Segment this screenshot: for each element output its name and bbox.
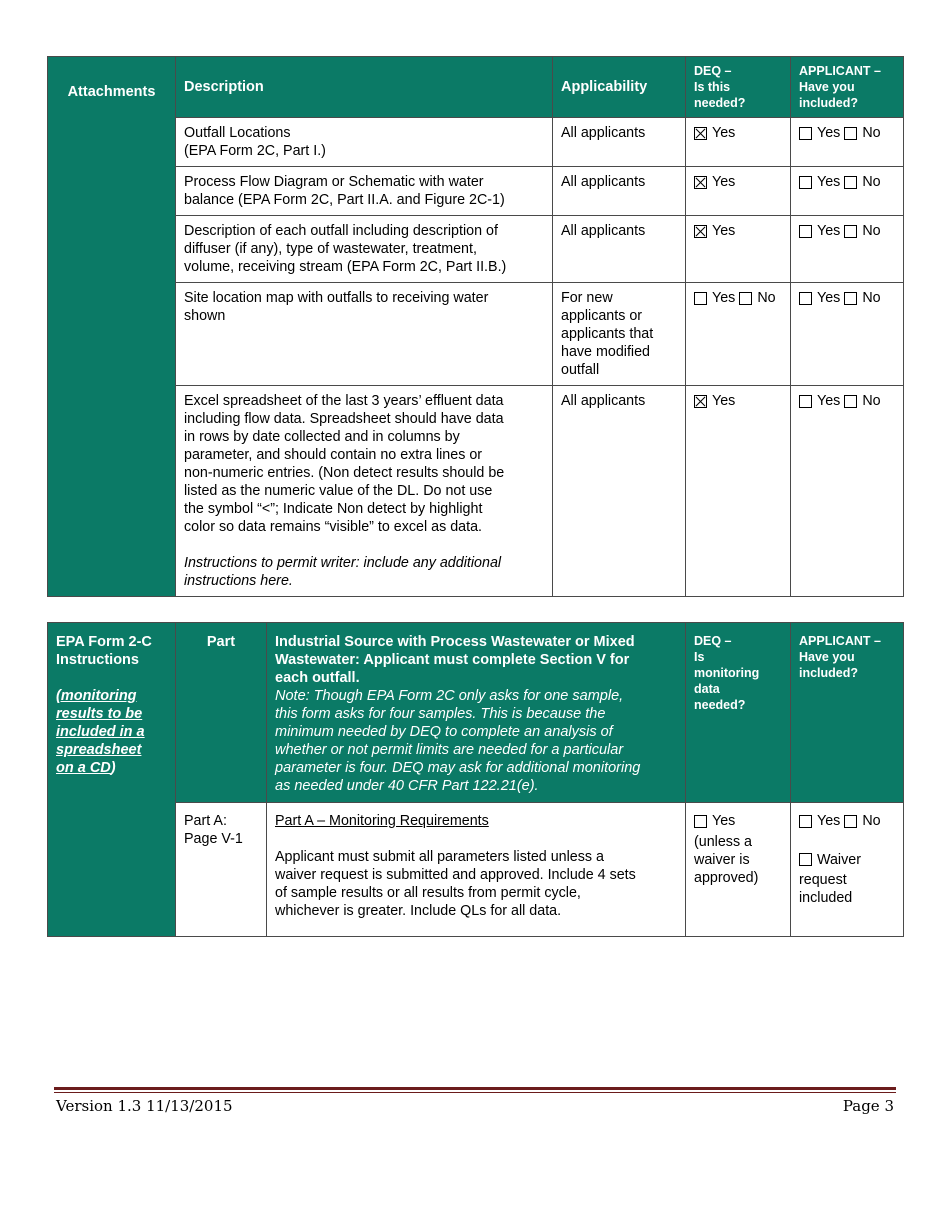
- description-header: [176, 57, 553, 118]
- row-applicant: [791, 167, 904, 216]
- checked-checkbox[interactable]: [694, 127, 707, 140]
- section-subtitle-line: included in a: [56, 724, 145, 740]
- waiver-checkbox[interactable]: [799, 853, 812, 866]
- description-line: Site location map with outfalls to receiving water: [184, 290, 489, 306]
- monitoring-requirements-title: Part A – Monitoring Requirements: [275, 813, 489, 829]
- section-heading-line: Wastewater: Applicant must complete Section V for: [275, 652, 630, 668]
- attachments-header: [48, 57, 176, 597]
- no-checkbox[interactable]: [844, 127, 857, 140]
- permit-writer-note: instructions here.: [184, 573, 293, 589]
- no-checkbox[interactable]: [844, 176, 857, 189]
- row-description: [176, 283, 553, 386]
- row-deq: [686, 283, 791, 386]
- section-title-line: Instructions: [56, 652, 139, 668]
- no-checkbox[interactable]: [844, 225, 857, 238]
- deq-header-line: monitoring: [694, 666, 760, 680]
- page-number: Page 3: [842, 1097, 894, 1115]
- waiver-line: request: [799, 872, 847, 888]
- applicant-header-line: APPLICANT –: [799, 64, 881, 78]
- footer-divider-thin: [54, 1092, 896, 1093]
- description-label: Description: [184, 79, 264, 95]
- epa-form-2c-header: [48, 623, 176, 937]
- deq-condition-line: (unless a: [694, 833, 753, 850]
- applicant-header-line: included?: [799, 666, 859, 680]
- yes-checkbox[interactable]: [799, 395, 812, 408]
- applicability-line: All applicants: [561, 223, 646, 239]
- section-note-line: as needed under 40 CFR Part 122.21(e).: [275, 778, 539, 794]
- row-deq: [686, 386, 791, 597]
- table-row: [48, 216, 904, 283]
- description-line: Outfall Locations: [184, 125, 291, 141]
- row-description: [176, 118, 553, 167]
- section-note-line: whether or not permit limits are needed for a particular: [275, 742, 624, 758]
- checked-checkbox[interactable]: [694, 395, 707, 408]
- checkbox-label: No: [862, 223, 881, 239]
- description-line: diffuser (if any), type of wastewater, treatment,: [184, 241, 477, 257]
- row-applicability: [553, 167, 686, 216]
- applicability-line: All applicants: [561, 174, 646, 190]
- attachments-label: Attachments: [67, 84, 156, 100]
- attachments-table: [47, 56, 904, 597]
- requirements-line: waiver request is submitted and approved. Include 4 sets: [275, 867, 636, 883]
- deq-header-line: DEQ –: [694, 64, 732, 78]
- deq-header-line: DEQ –: [694, 634, 732, 648]
- section-note-line: minimum needed by DEQ to complete an analysis of: [275, 724, 613, 740]
- section-note-line: this form asks for four samples. This is because the: [275, 706, 606, 722]
- checkbox-label: Yes: [817, 393, 841, 409]
- industrial-source-header: [267, 623, 686, 803]
- section-subtitle-line: spreadsheet: [56, 742, 142, 758]
- checkbox-label: Yes: [817, 125, 841, 141]
- checkbox-label: Waiver: [817, 851, 861, 868]
- deq-needed-header: [686, 57, 791, 118]
- row-applicability: [553, 118, 686, 167]
- checkbox-label: Yes: [817, 174, 841, 190]
- applicability-line: outfall: [561, 362, 600, 378]
- checkbox-label: Yes: [817, 813, 841, 829]
- deq-header-line: data: [694, 682, 720, 696]
- checkbox-label: Yes: [712, 393, 736, 409]
- description-line: the symbol “<”; Indicate Non detect by highlight: [184, 501, 483, 517]
- checkbox-label: No: [862, 174, 881, 190]
- checked-checkbox[interactable]: [694, 225, 707, 238]
- yes-checkbox[interactable]: [694, 292, 707, 305]
- part-line: Page V-1: [184, 831, 243, 847]
- section-note-line: parameter is four. DEQ may ask for additional monitoring: [275, 760, 641, 776]
- description-line: shown: [184, 308, 226, 324]
- part-label: Part: [206, 634, 236, 650]
- row-applicant: [791, 216, 904, 283]
- checkbox-label: Yes: [712, 174, 736, 190]
- deq-header-line: Is: [694, 650, 705, 664]
- permit-writer-note: Instructions to permit writer: include any additional: [184, 555, 502, 571]
- row-applicant: [791, 118, 904, 167]
- yes-checkbox[interactable]: [799, 225, 812, 238]
- row-applicability: [553, 386, 686, 597]
- applicability-line: applicants or: [561, 308, 643, 324]
- applicant-included-header: [791, 57, 904, 118]
- row-deq: [686, 167, 791, 216]
- epa-form-2c-table: [47, 622, 904, 937]
- section-title-line: EPA Form 2-C: [56, 634, 152, 650]
- table-row: [48, 803, 904, 937]
- checkbox-label: No: [862, 813, 881, 829]
- section-subtitle-line: results to be: [56, 706, 143, 722]
- applicant-included-header: [791, 623, 904, 803]
- section-heading-line: Industrial Source with Process Wastewater or Mixed: [275, 634, 635, 650]
- version-date: Version 1.3 11/13/2015: [56, 1097, 233, 1115]
- part-line: Part A:: [184, 813, 227, 829]
- no-checkbox[interactable]: [844, 395, 857, 408]
- deq-header-line: needed?: [694, 698, 746, 712]
- checkbox-label: Yes: [817, 223, 841, 239]
- applicability-line: applicants that: [561, 326, 654, 342]
- checkbox-label: Yes: [712, 223, 736, 239]
- yes-checkbox[interactable]: [799, 815, 812, 828]
- applicant-monitoring-cell: [791, 803, 904, 937]
- row-applicant: [791, 283, 904, 386]
- description-line: volume, receiving stream (EPA Form 2C, Part II.B.): [184, 259, 507, 275]
- applicability-line: For new: [561, 290, 613, 306]
- table-row: [48, 386, 904, 597]
- row-applicant: [791, 386, 904, 597]
- footer-divider: [54, 1087, 896, 1090]
- yes-checkbox[interactable]: [799, 176, 812, 189]
- no-checkbox[interactable]: [739, 292, 752, 305]
- checkbox-label: Yes: [712, 813, 736, 829]
- description-line: Excel spreadsheet of the last 3 years’ effluent data: [184, 393, 504, 409]
- table-row: [48, 167, 904, 216]
- applicant-header-line: included?: [799, 96, 859, 110]
- description-line: balance (EPA Form 2C, Part II.A. and Figure 2C-1): [184, 192, 505, 208]
- yes-checkbox[interactable]: [799, 292, 812, 305]
- checked-checkbox[interactable]: [694, 176, 707, 189]
- description-line: (EPA Form 2C, Part I.): [184, 143, 326, 159]
- deq-monitoring-header: [686, 623, 791, 803]
- description-line: parameter, and should contain no extra lines or: [184, 447, 483, 463]
- description-line: non-numeric entries. (Non detect results should be: [184, 465, 505, 481]
- no-checkbox[interactable]: [844, 815, 857, 828]
- applicant-header-line: Have you: [799, 80, 855, 94]
- applicability-line: have modified: [561, 344, 651, 360]
- row-applicability: [553, 216, 686, 283]
- requirements-line: Applicant must submit all parameters listed unless a: [275, 849, 604, 865]
- description-line: in rows by date collected and in columns by: [184, 429, 460, 445]
- checkbox-label: No: [757, 290, 776, 306]
- deq-condition-line: waiver is: [694, 851, 750, 868]
- waiver-line: included: [799, 890, 853, 906]
- description-line: listed as the numeric value of the DL. Do not use: [184, 483, 493, 499]
- deq-header-line: needed?: [694, 96, 746, 110]
- row-description: [176, 167, 553, 216]
- section-heading-line: each outfall.: [275, 670, 360, 686]
- no-checkbox[interactable]: [844, 292, 857, 305]
- description-line: including flow data. Spreadsheet should have data: [184, 411, 504, 427]
- checkbox-label: No: [862, 125, 881, 141]
- checkbox-label: No: [862, 393, 881, 409]
- yes-checkbox[interactable]: [694, 815, 707, 828]
- applicability-line: All applicants: [561, 393, 646, 409]
- section-note-line: Note: Though EPA Form 2C only asks for one sample,: [275, 688, 624, 704]
- row-deq: [686, 216, 791, 283]
- deq-monitoring-cell: [686, 803, 791, 937]
- section-subtitle-line: (monitoring: [56, 688, 137, 704]
- deq-condition-line: approved): [694, 869, 759, 886]
- applicant-header-line: Have you: [799, 650, 855, 664]
- deq-header-line: Is this: [694, 80, 731, 94]
- requirements-line: whichever is greater. Include QLs for all data.: [275, 903, 562, 919]
- applicant-header-line: APPLICANT –: [799, 634, 881, 648]
- yes-checkbox[interactable]: [799, 127, 812, 140]
- description-line: Description of each outfall including description of: [184, 223, 498, 239]
- checkbox-label: Yes: [817, 290, 841, 306]
- section-subtitle-close: ): [110, 760, 116, 776]
- section-subtitle-line: on a CD: [56, 760, 111, 776]
- table-row: [48, 283, 904, 386]
- checkbox-label: Yes: [712, 125, 736, 141]
- checkbox-label: Yes: [712, 290, 736, 306]
- table-row: [48, 118, 904, 167]
- row-description: [176, 386, 553, 597]
- part-cell: [176, 803, 267, 937]
- requirements-line: of sample results or all results from permit cycle,: [275, 885, 581, 901]
- applicability-header: [553, 57, 686, 118]
- row-description: [176, 216, 553, 283]
- checkbox-label: No: [862, 290, 881, 306]
- applicability-label: Applicability: [561, 79, 648, 95]
- row-applicability: [553, 283, 686, 386]
- monitoring-requirements-cell: [267, 803, 686, 937]
- part-header: [176, 623, 267, 803]
- description-line: Process Flow Diagram or Schematic with water: [184, 174, 484, 190]
- description-line: color so data remains “visible” to excel as data.: [184, 519, 482, 535]
- row-deq: [686, 118, 791, 167]
- applicability-line: All applicants: [561, 125, 646, 141]
